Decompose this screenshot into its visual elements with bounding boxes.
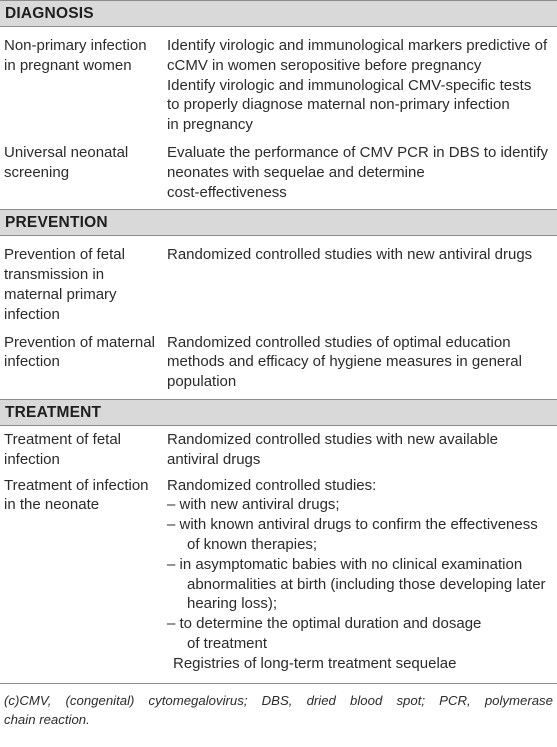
row-topic: Prevention of fetal transmission in maternal primary infection <box>4 246 125 323</box>
row-research-need: Evaluate the performance of CMV PCR in DBS to identify neonates with sequelae and determine cost-effectiveness <box>167 143 549 201</box>
row-topic: Treatment of infection in the neonate <box>4 476 149 514</box>
list-item: – in asymptomatic babies with no clinical examination abnormalities at birth (including those developing later hearing loss); <box>167 555 546 613</box>
registries-line: Registries of long-term treatment sequelae <box>173 654 457 672</box>
table-row <box>0 27 557 135</box>
row-research-need: Randomized controlled studies with new available antiviral drugs <box>167 430 499 468</box>
list-item: – to determine the optimal duration and dosage of treatment <box>167 615 482 652</box>
table-row <box>0 135 557 209</box>
table-row <box>0 426 557 470</box>
table-row <box>0 470 557 683</box>
table-footnote: (c)CMV, (congenital) cytomegalovirus; DBS, dried blood spot; PCR, polymerase chain reaction. <box>4 692 553 727</box>
row-topic: Non-primary infection in pregnant women <box>4 37 147 74</box>
row-research-need: Randomized controlled studies of optimal education methods and efficacy of hygiene measures in general population <box>167 333 522 391</box>
row-topic: Treatment of fetal infection <box>4 430 121 468</box>
row-topic: Universal neonatal screening <box>4 143 129 181</box>
section-header-diagnosis: DIAGNOSIS <box>0 0 557 27</box>
row-research-need: Identify virologic and immunological markers predictive of cCMV in women seropositive before pregnancy Identify virologic and immunological CMV-specific tests to properly diagnose maternal non-primary infection in pregnancy <box>167 37 548 134</box>
table-row <box>0 236 557 324</box>
table-row <box>0 325 557 399</box>
row-topic: Prevention of maternal infection <box>4 333 155 371</box>
row-research-need <box>167 476 557 674</box>
row-research-need: Randomized controlled studies with new antiviral drugs <box>167 246 533 264</box>
section-header-treatment: TREATMENT <box>0 399 557 426</box>
list-item: – with known antiviral drugs to confirm the effectiveness of known therapies; <box>167 516 538 553</box>
list-intro: Randomized controlled studies: <box>167 476 377 494</box>
list-item: – with new antiviral drugs; <box>167 496 340 514</box>
section-header-prevention: PREVENTION <box>0 209 557 236</box>
